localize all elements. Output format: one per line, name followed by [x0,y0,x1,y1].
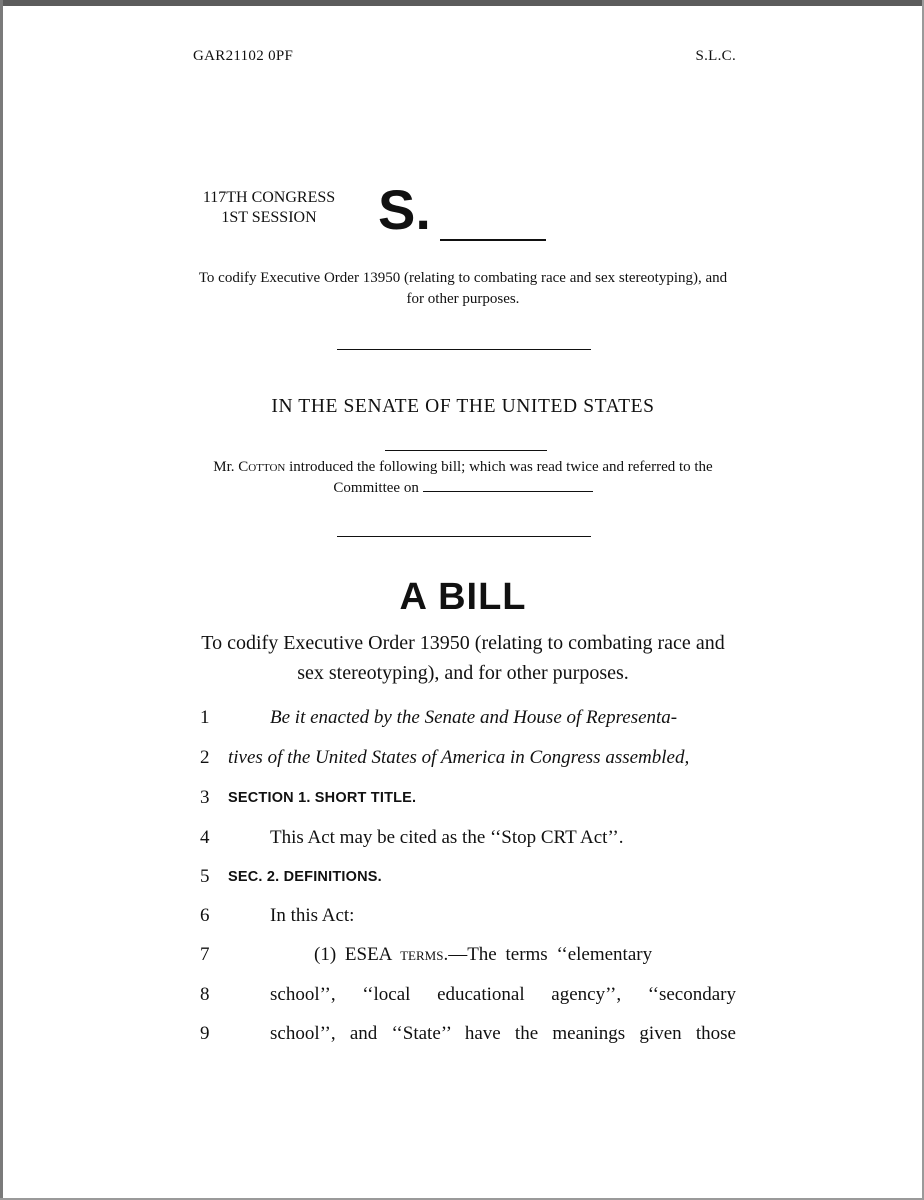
bill-line [200,981,736,1009]
line-text [314,941,736,969]
line-number: 5 [200,866,210,887]
paragraph-prefix: (1) ESEA [314,944,401,965]
window-frame-left [0,0,3,1200]
bill-line [200,784,736,812]
introduction-text: introduced the following bill; which was read twice and referred to the Committee on [285,459,713,496]
line-number: 3 [200,787,210,808]
line-number: 1 [200,707,210,728]
line-text: school’’, and ‘‘State’’ have the meanings given those [270,1023,736,1044]
line-text: school’’, ‘‘local educational agency’’, ‘‘secondary [270,984,736,1005]
window-frame-top [0,0,924,6]
bill-title: A BILL [399,576,527,618]
line-number: 4 [200,827,210,848]
bill-number: S. [378,178,431,241]
bill-line [200,704,736,732]
document-code: GAR21102 0PF [193,48,294,64]
sponsor-name: Cotton [238,459,286,475]
line-number: 7 [200,944,210,965]
bill-number-blank [440,239,546,241]
bill-line [200,1020,736,1048]
slc-label: S.L.C. [695,48,736,64]
bill-line [200,902,736,930]
section-heading: SECTION 1. SHORT TITLE. [228,790,417,806]
line-number: 9 [200,1023,210,1044]
bill-line [200,744,736,772]
divider-rule [337,349,591,350]
sponsor-prefix: Mr. [213,459,239,475]
line-text: Be it enacted by the Senate and House of Representa- [270,707,678,728]
bill-line [200,941,736,969]
section-heading: SEC. 2. DEFINITIONS. [228,869,382,885]
congress-session [193,188,345,228]
congress-number: 117TH CONGRESS [202,189,336,206]
line-text: In this Act: [270,905,355,926]
session-number: 1ST SESSION [221,209,317,226]
bill-line [200,824,736,852]
divider-rule [337,536,591,537]
committee-blank [423,477,593,492]
long-purpose: To codify Executive Order 13950 (relating to combating race and sex stereotyping), and for other purposes. [201,632,725,684]
divider-rule-short [385,450,547,451]
term-small-caps: terms [400,944,444,965]
line-number: 8 [200,984,210,1005]
line-text: tives of the United States of America in Congress assembled, [228,747,690,768]
line-text: This Act may be cited as the ‘‘Stop CRT Act’’. [270,827,624,848]
introduction-statement [193,457,733,498]
short-purpose: To codify Executive Order 13950 (relating to combating race and sex stereotyping), and for other purposes. [198,270,728,307]
line-number: 2 [200,747,210,768]
line-number: 6 [200,905,210,926]
paragraph-text: .—The terms ‘‘elementary [443,944,653,965]
bill-line [200,863,736,891]
senate-heading: IN THE SENATE OF THE UNITED STATES [271,396,655,417]
